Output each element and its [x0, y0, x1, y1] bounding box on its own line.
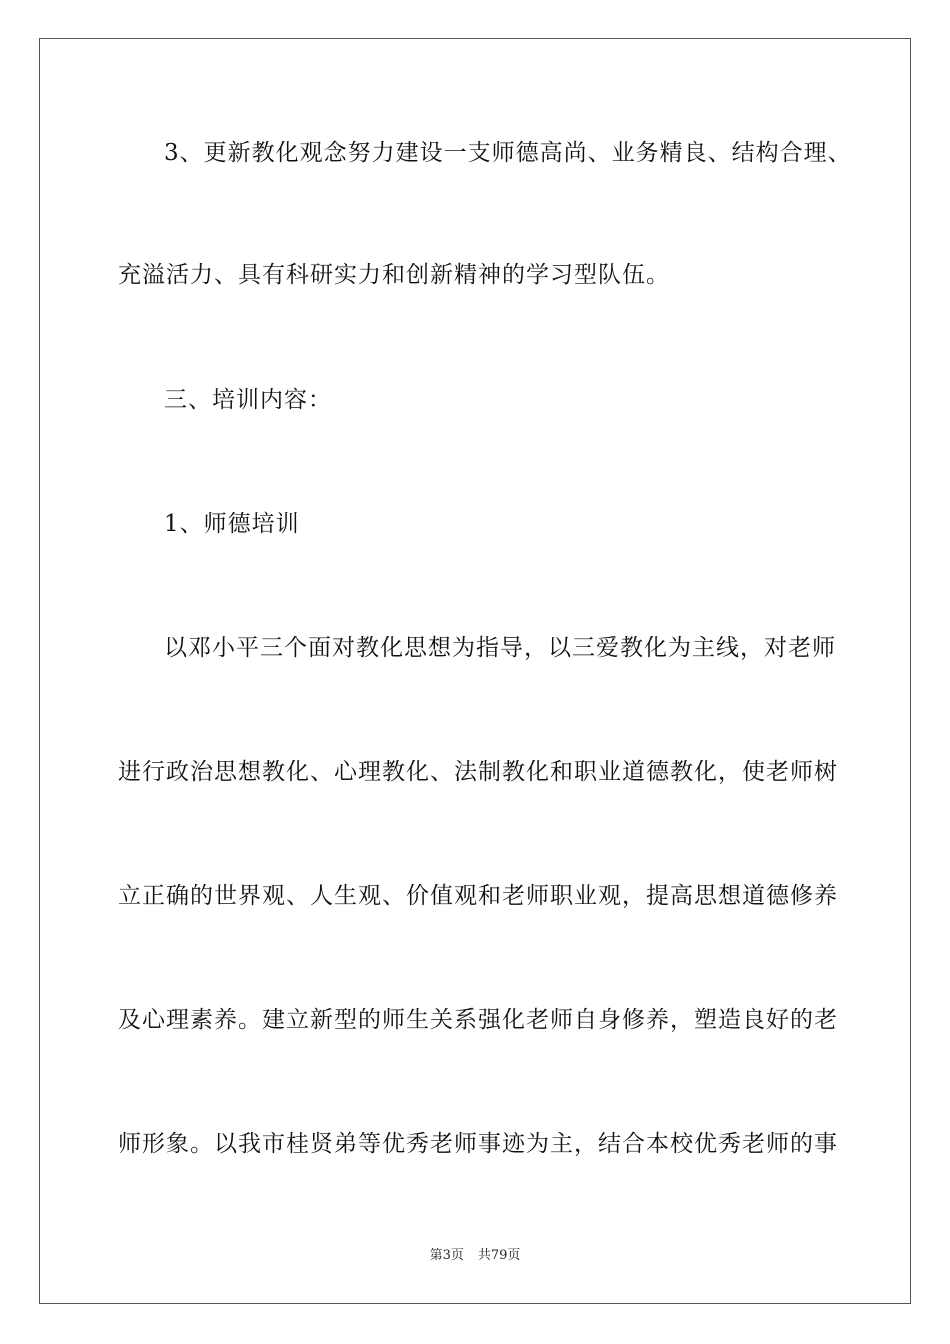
section-heading: 三、培训内容：: [164, 387, 332, 413]
total-pages-label: 共79页: [477, 1248, 521, 1263]
body-line-2: 充溢活力、具有科研实力和创新精神的学习型队伍。: [118, 262, 670, 288]
body-line-5: 立正确的世界观、人生观、价值观和老师职业观，提高思想道德修养: [118, 883, 838, 909]
current-page-label: 第3页: [429, 1248, 464, 1263]
body-line-4: 进行政治思想教化、心理教化、法制教化和职业道德教化，使老师树: [118, 759, 838, 785]
page-border: [39, 38, 911, 1304]
body-line-3: 以邓小平三个面对教化思想为指导，以三爱教化为主线，对老师: [164, 635, 836, 661]
body-line-6: 及心理素养。建立新型的师生关系强化老师自身修养，塑造良好的老: [118, 1007, 838, 1033]
body-line-7: 师形象。以我市桂贤弟等优秀老师事迹为主，结合本校优秀老师的事: [118, 1131, 838, 1157]
body-line-1: 3、更新教化观念努力建设一支师德高尚、业务精良、结构合理、: [164, 140, 852, 166]
page-footer: [0, 1247, 950, 1265]
subsection-heading: 1、师德培训: [164, 511, 300, 537]
